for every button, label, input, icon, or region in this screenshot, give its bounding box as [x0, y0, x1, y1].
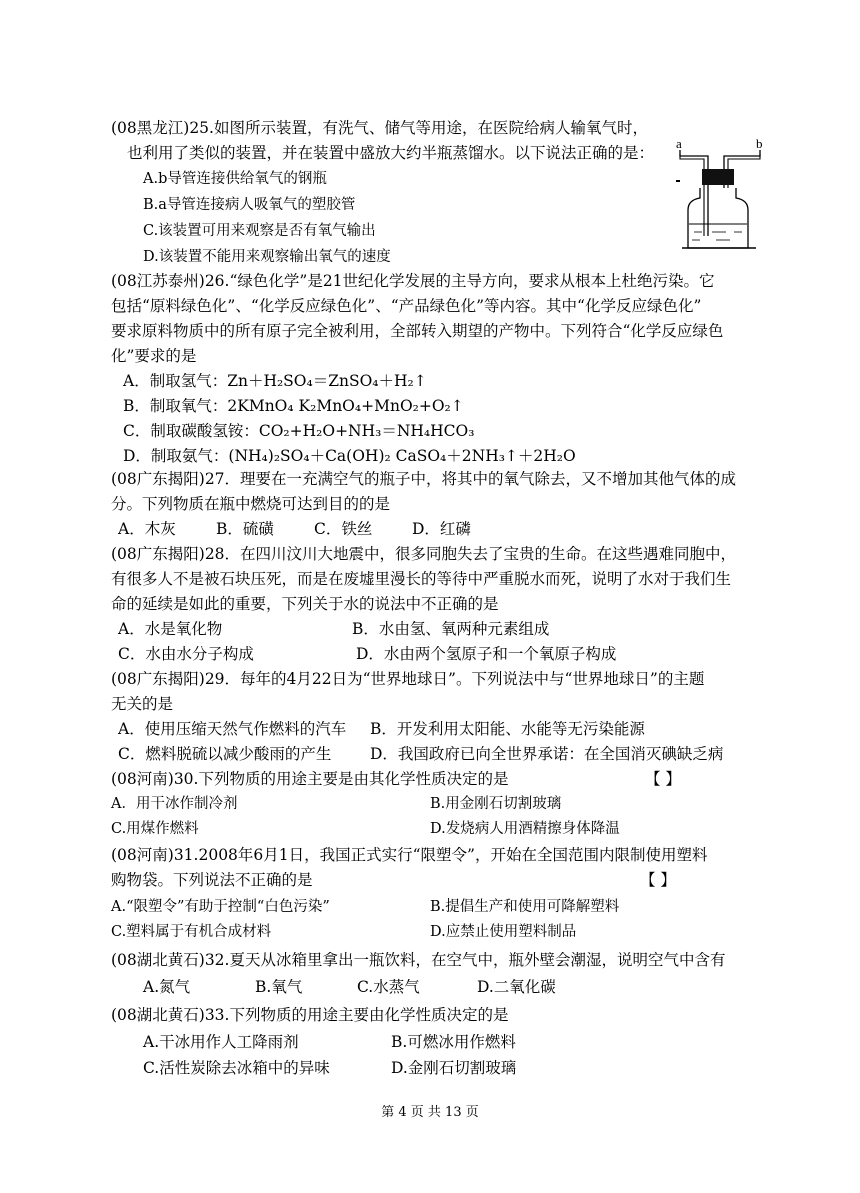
- q28-option-d: D．水由两个氢原子和一个氧原子构成: [356, 645, 617, 663]
- q26-option-b: B．制取氧气：2KMnO₄ K₂MnO₄+MnO₂+O₂↑: [123, 397, 464, 415]
- q29-option-b: B．开发利用太阳能、水能等无污染能源: [370, 720, 645, 738]
- q32-option-b: B.氧气: [255, 978, 303, 996]
- q33-stem: (08湖北黄石)33.下列物质的用途主要由化学性质决定的是: [111, 1006, 509, 1024]
- figure-label-b: b: [756, 136, 763, 151]
- q26-option-d: D．制取氨气：(NH₄)₂SO₄＋Ca(OH)₂ CaSO₄＋2NH₃↑＋2H₂O: [123, 447, 576, 465]
- q29-option-c: C．燃料脱硫以减少酸雨的产生: [118, 745, 332, 763]
- q29-option-a: A．使用压缩天然气作燃料的汽车: [118, 720, 347, 738]
- q25-option-c: C.该装置可用来观察是否有氧气输出: [143, 223, 376, 239]
- q26-option-a: A．制取氢气：Zn＋H₂SO₄＝ZnSO₄＋H₂↑: [123, 372, 427, 390]
- q31-option-c: C.塑料属于有机合成材料: [111, 924, 272, 940]
- q27-stem-line-2: 分。下列物质在瓶中燃烧可达到目的的是: [111, 495, 391, 513]
- q28-option-b: B．水由氢、氧两种元素组成: [352, 620, 550, 638]
- q30-option-d: D.发烧病人用酒精擦身体降温: [430, 821, 620, 837]
- q28-stem-line-3: 命的延续是如此的重要，下列关于水的说法中不正确的是: [111, 595, 499, 613]
- q25-option-d: D.该装置不能用来观察输出氧气的速度: [143, 249, 391, 265]
- q25-stem-line-2: 也利用了类似的装置，并在装置中盛放大约半瓶蒸馏水。以下说法正确的是：: [127, 144, 655, 162]
- page-footer: 第 4 页 共 13 页: [381, 1105, 479, 1120]
- q26-stem-line-3: 要求原料物质中的所有原子完全被利用，全部转入期望的产物中。下列符合“化学反应绿色: [111, 322, 724, 340]
- q30-option-a: A．用干冰作制冷剂: [111, 796, 238, 812]
- q27-option-b: B．硫磺: [216, 520, 274, 538]
- q29-option-d: D．我国政府已向全世界承诺：在全国消灭碘缺乏病: [370, 745, 724, 763]
- q27-option-c: C．铁丝: [314, 520, 373, 538]
- q30-answer-bracket: 【 】: [645, 770, 681, 788]
- q31-stem-line-1: (08河南)31.2008年6月1日，我国正式实行“限塑令”，开始在全国范围内限制使用塑料: [111, 846, 708, 864]
- q25-option-a: A.b导管连接供给氧气的钢瓶: [143, 171, 327, 187]
- q26-stem-line-2: 包括“原料绿色化”、“化学反应绿色化”、“产品绿色化”等内容。其中“化学反应绿色化”: [111, 297, 702, 315]
- q30-option-b: B.用金刚石切割玻璃: [430, 796, 562, 812]
- q31-answer-bracket: 【 】: [640, 871, 676, 889]
- q32-option-c: C.水蒸气: [357, 978, 420, 996]
- q33-option-a: A.干冰用作人工降雨剂: [143, 1033, 299, 1051]
- q26-stem-line-4: 化”要求的是: [111, 347, 197, 365]
- q26-stem-line-1: (08江苏泰州)26.“绿色化学”是21世纪化学发展的主导方向，要求从根本上杜绝污染。它: [111, 272, 715, 290]
- q31-option-b: B.提倡生产和使用可降解塑料: [430, 899, 620, 915]
- q28-option-c: C．水由水分子构成: [118, 645, 254, 663]
- q27-option-d: D．红磷: [412, 520, 471, 538]
- q30-stem: (08河南)30.下列物质的用途主要是由其化学性质决定的是: [111, 770, 509, 788]
- q27-stem-line-1: (08广东揭阳)27．理要在一充满空气的瓶子中，将其中的氧气除去，又不增加其他气体的成: [111, 470, 737, 488]
- figure-label-a: a: [676, 136, 682, 151]
- q26-option-c: C．制取碳酸氢铵：CO₂+H₂O+NH₃＝NH₄HCO₃: [123, 422, 475, 440]
- q28-option-a: A．水是氧化物: [118, 620, 223, 638]
- q29-stem-line-2: 无关的是: [111, 695, 174, 713]
- q32-stem: (08湖北黄石)32.夏天从冰箱里拿出一瓶饮料，在空气中，瓶外壁会潮湿，说明空气中含有: [111, 951, 726, 969]
- q33-option-d: D.金刚石切割玻璃: [391, 1059, 517, 1077]
- q32-option-a: A.氮气: [143, 978, 191, 996]
- q31-stem-line-2: 购物袋。下列说法不正确的是: [111, 871, 313, 889]
- q33-option-b: B.可燃冰用作燃料: [391, 1033, 516, 1051]
- q30-option-c: C.用煤作燃料: [111, 821, 199, 837]
- q31-option-a: A.“限塑令”有助于控制“白色污染”: [111, 899, 330, 915]
- q27-option-a: A．木灰: [118, 520, 176, 538]
- q29-stem-line-1: (08广东揭阳)29．每年的4月22日为“世界地球日”。下列说法中与“世界地球日”的主题: [111, 670, 705, 688]
- q32-option-d: D.二氧化碳: [477, 978, 556, 996]
- q25-stem-line-1: (08黑龙江)25.如图所示装置，有洗气、储气等用途，在医院给病人输氧气时，: [111, 119, 648, 137]
- q31-option-d: D.应禁止使用塑料制品: [430, 924, 577, 940]
- gas-washing-bottle-figure: [672, 136, 772, 254]
- q33-option-c: C.活性炭除去冰箱中的异味: [143, 1059, 330, 1077]
- q28-stem-line-1: (08广东揭阳)28．在四川汶川大地震中，很多同胞失去了宝贵的生命。在这些遇难同胞中，: [111, 545, 737, 563]
- q28-stem-line-2: 有很多人不是被石块压死，而是在废墟里漫长的等待中严重脱水而死，说明了水对于我们生: [111, 570, 732, 588]
- q25-option-b: B.a导管连接病人吸氧气的塑胶管: [143, 197, 356, 213]
